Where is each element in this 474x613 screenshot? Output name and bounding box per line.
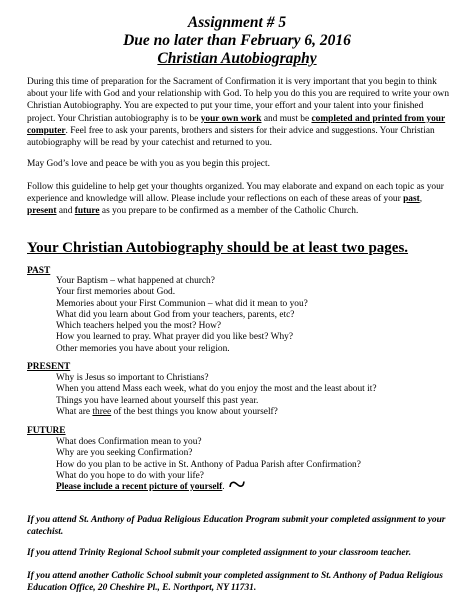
future-section-label: FUTURE — [27, 426, 66, 436]
list-item: How do you plan to be active in St. Anthony of Padua Parish after Confirmation? — [56, 459, 361, 470]
future-emphasis: future — [74, 206, 100, 217]
picture-instruction-period: . — [222, 482, 225, 493]
list-item: Why is Jesus so important to Christians? — [56, 373, 209, 383]
guideline-text: Follow this guideline to help get your thoughts organized. You may elaborate and expand on each topic as your experience and knowledge will allow. Please include your reflections on each of these areas of your — [27, 182, 444, 205]
list-item — [56, 407, 377, 418]
list-item: Why are you seeking Confirmation? — [56, 448, 193, 459]
due-date: Due no later than February 6, 2016 — [123, 32, 351, 49]
guideline-text-end: as you prepare to be confirmed as a member of the Catholic Church. — [99, 206, 359, 217]
assignment-number: Assignment # 5 — [187, 14, 287, 31]
assignment-subject: Christian Autobiography — [157, 50, 317, 67]
present-question-list — [56, 373, 377, 418]
past-section-label: PAST — [27, 266, 51, 276]
guideline-paragraph — [27, 181, 451, 218]
past-emphasis: past — [403, 194, 420, 205]
list-item: Things you have learned about yourself this past year. — [56, 395, 259, 406]
list-item: Which teachers helped you the most? How? — [56, 321, 222, 332]
intro-text-join: and must be — [261, 113, 312, 124]
question-text-end: of the best things you know about yourself? — [111, 406, 278, 417]
other-school-note: If you attend another Catholic School submit your completed assignment to St. Anthony of Padua Religious Education Office, 20 Cheshire Pl., E. Northport, NY 11731. — [27, 571, 443, 594]
list-item: How you learned to pray. What prayer did you like best? Why? — [56, 332, 293, 343]
list-item: Memories about your First Communion – what did it mean to you? — [56, 298, 308, 309]
list-item: What did you learn about God from your teachers, parents, etc? — [56, 309, 295, 320]
title-block — [0, 14, 474, 68]
tilde-divider: ~ — [228, 466, 246, 502]
intro-paragraph — [27, 76, 451, 149]
religious-ed-note: If you attend St. Anthony of Padua Religious Education Program submit your completed assignment to your catechist. — [27, 515, 446, 538]
list-item: What do you hope to do with your life? — [56, 470, 204, 481]
list-item: Your first memories about God. — [56, 287, 176, 298]
trinity-school-note: If you attend Trinity Regional School submit your completed assignment to your classroom teacher. — [27, 548, 412, 558]
three-emphasis: three — [92, 406, 112, 417]
blessing-paragraph: May God’s love and peace be with you as you begin this project. — [27, 159, 270, 169]
printed-emphasis: completed and printed from your computer — [27, 113, 446, 136]
own-work-emphasis: your own work — [200, 113, 262, 124]
length-requirement-heading: Your Christian Autobiography should be at least two pages. — [27, 240, 409, 256]
list-item: Your Baptism – what happened at church? — [56, 276, 215, 286]
past-question-list — [56, 276, 308, 355]
picture-instruction: Please include a recent picture of yourself — [56, 482, 223, 493]
present-section-label: PRESENT — [27, 362, 71, 372]
list-item: Other memories you have about your religion. — [56, 343, 230, 354]
present-emphasis: present — [27, 206, 57, 217]
intro-text: During this time of preparation for the Sacrament of Confirmation it is very important that you begin to think about your life with God and your relationship with God. To help you do this you are required to write your own Christian Autobiography. You are expected to put your time, your effort and your talent into your finished project. Your Christian autobiography is to be — [27, 77, 450, 124]
list-item: When you attend Mass each week, what do you enjoy the most and the least about it? — [56, 384, 377, 395]
list-item: What does Confirmation mean to you? — [56, 437, 202, 447]
guideline-comma: , — [419, 194, 423, 205]
guideline-and: and — [56, 206, 75, 217]
intro-text-end: . Feel free to ask your parents, brothers and sisters for their advice and suggestions. Your Christian autobiography will be read by your catechist and returned to you. — [27, 125, 435, 149]
question-text: What are — [56, 406, 93, 417]
